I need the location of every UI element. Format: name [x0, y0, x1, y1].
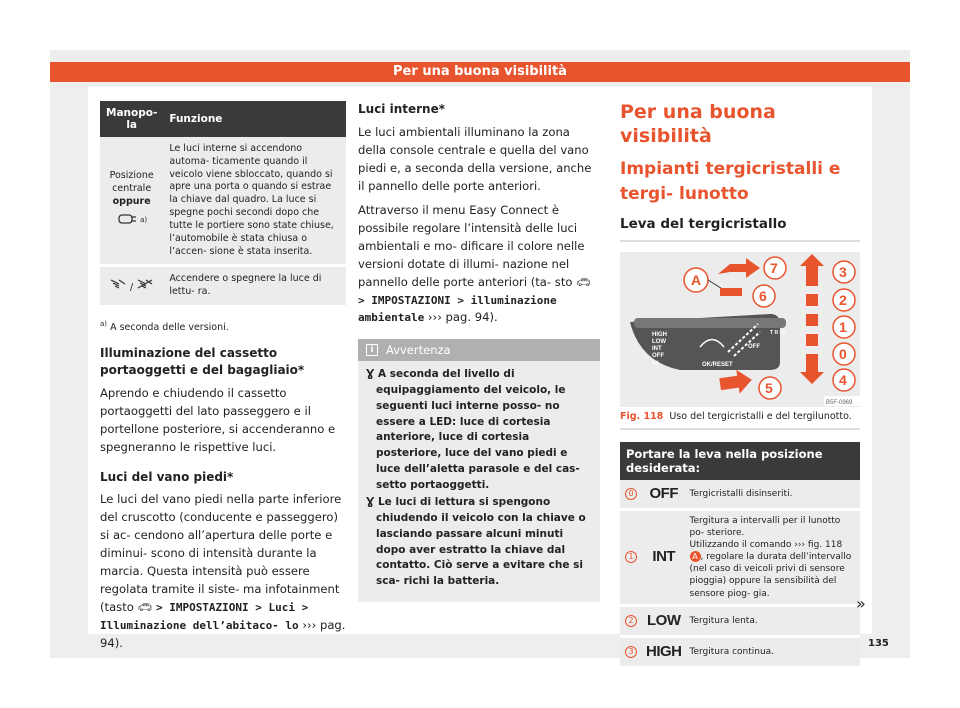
- footnote: [100, 320, 346, 333]
- figure-caption-text: Uso del tergicristalli e del tergilunotto.: [669, 410, 852, 422]
- row-number: 3: [625, 646, 637, 658]
- symbol-off: OFF: [642, 480, 686, 510]
- info-icon: i: [366, 344, 378, 356]
- footnote-marker: a): [140, 216, 148, 225]
- symbol-high: HIGH: [642, 636, 686, 667]
- table-cell-position: [100, 266, 163, 307]
- lever-trip-label: T R I P: [770, 329, 786, 336]
- lever-int-label: INT: [652, 345, 662, 352]
- callout-0: 0: [839, 345, 847, 362]
- column-2: [358, 101, 600, 602]
- warning-title: Avvertenza: [386, 343, 451, 358]
- callout-6: 6: [759, 287, 767, 304]
- bar-6: [720, 288, 742, 296]
- warning-item: Ɣ Le luci di lettura si spengono chiudendo il veicolo con la chiave o lasciando passare alcuni minuti dopo aver estratto la chiave dal contatto. Ciò serve a evitare che si sca- richi la batteria.: [366, 496, 586, 588]
- position-label: Posizione centrale: [109, 170, 154, 194]
- row-text: Tergitura a intervalli per il lunotto po- steriore. Utilizzando il comando ››› fig. 118: [689, 515, 843, 551]
- section-title: Impianti tergicristalli e tergi- lunotto: [620, 158, 841, 204]
- menu-path: > IMPOSTAZIONI > illuminazione ambientale: [358, 293, 557, 325]
- page-number: 135: [868, 638, 889, 649]
- warning-header: [358, 339, 600, 361]
- row-number-cell: [620, 636, 642, 667]
- row-description: [686, 509, 861, 605]
- heading-glovebox-lighting: Illuminazione del cassetto portaoggetti e del bagagliaio*: [100, 346, 305, 377]
- continue-chevron: »: [856, 594, 866, 613]
- running-header: Per una buona visibilità: [50, 62, 910, 82]
- footnote-mark: a): [100, 319, 108, 328]
- or-label: oppure: [112, 195, 151, 207]
- row-description: Tergicristalli disinseriti.: [686, 480, 861, 510]
- column-3: [620, 101, 860, 669]
- callout-1: 1: [839, 318, 847, 335]
- figure-number: Fig. 118: [620, 410, 664, 422]
- table-cell-function: Accendere o spegnere la luce di lettu- ra.: [163, 266, 346, 307]
- row-description: Tergitura lenta.: [686, 605, 861, 636]
- heading-footwell-lights: Luci del vano piedi*: [100, 469, 234, 484]
- callout-A: A: [691, 271, 702, 288]
- car-menu-icon: 🚗︎: [137, 600, 153, 615]
- light-switch-table: [100, 101, 346, 308]
- lever-off2-label: OFF: [748, 343, 760, 350]
- lever-high-label: HIGH: [652, 331, 667, 338]
- figure-caption: [620, 411, 860, 430]
- reading-light-icon: [109, 282, 127, 293]
- table-row: [100, 137, 346, 266]
- page-reference-link[interactable]: ››› pag. 94).: [427, 310, 498, 325]
- table-row: [620, 636, 860, 667]
- symbol-int: INT: [642, 509, 686, 605]
- heading-interior-lights: Luci interne*: [358, 102, 445, 116]
- chapter-title: Per una buona visibilità: [620, 101, 776, 147]
- row-number-cell: [620, 509, 642, 605]
- row-text-continued: , regolare la durata dell’intervallo (nel caso di veicoli privi di sensore pioggia) oppure la sensibilità del sensore piog- gia.: [689, 552, 852, 599]
- table-header-function: Funzione: [163, 101, 346, 137]
- car-menu-icon: 🚗︎: [576, 274, 591, 289]
- paragraph-ambient: Le luci ambientali illuminano la zona della console centrale e quella del vano piedi e, a seconda della versione, anche il pannello delle porte anteriori.: [358, 124, 592, 193]
- symbol-low: LOW: [642, 605, 686, 636]
- figure-code: B5F-0969: [826, 399, 853, 406]
- reading-light-off-icon: [136, 282, 154, 293]
- callout-4: 4: [839, 371, 847, 388]
- row-number-cell: [620, 605, 642, 636]
- page-reference-link[interactable]: ››› pag. 94).: [100, 618, 346, 651]
- lever-off-label: OFF: [652, 352, 664, 359]
- table-header-knob: Manopo- la: [100, 101, 163, 137]
- paragraph-glovebox: Aprendo e chiudendo il cassetto portaoggetti del lato passeggero e il portellone posteriore, si accenderanno e spegneranno le rispettive luci.: [100, 385, 336, 454]
- menu-path: > IMPOSTAZIONI > Luci > Illuminazione dell’abitaco- lo: [100, 601, 309, 633]
- table-cell-function: Le luci interne si accendono automa- ticamente quando il veicolo viene sbloccato, quando si apre una porta o quando si estrae la chiave dal quadro. La luce si spegne pochi secondi dopo che tutte le portiere sono state chiuse, l’automobile è stata chiusa o l’accen- sione è stata inserita.: [163, 137, 346, 266]
- column-1: [100, 101, 346, 653]
- footwell-text: Le luci del vano piedi nella parte inferiore del cruscotto (conducente e passeggero) si ac- cendono all’apertura delle porte e diminui- scono di intensità durante la marcia. Questa intensità può essere regolata tramite il siste- ma infotainment (tasto: [100, 492, 342, 615]
- step-1: [806, 314, 818, 326]
- wiper-positions-table: [620, 442, 860, 670]
- subsection-heading: Leva del tergicristallo: [620, 216, 860, 242]
- callout-7: 7: [770, 259, 778, 276]
- paragraph-footwell: [100, 491, 346, 653]
- warning-box: [358, 339, 600, 602]
- footnote-text: A seconda delle versioni.: [110, 322, 229, 334]
- callout-2: 2: [839, 291, 847, 308]
- step-2: [806, 294, 818, 306]
- table-row: [620, 480, 860, 510]
- badge-A: A: [690, 551, 701, 562]
- table-row: [620, 605, 860, 636]
- lever-okreset-label: OK/RESET: [702, 361, 733, 368]
- step-0: [806, 334, 818, 346]
- table-row: [100, 266, 346, 307]
- lever-low-label: LOW: [652, 338, 666, 345]
- door-light-icon: [106, 212, 157, 231]
- row-number: 0: [625, 488, 637, 500]
- row-number: 2: [625, 615, 637, 627]
- row-number-cell: [620, 480, 642, 510]
- table-row: [620, 509, 860, 605]
- slash-separator: /: [130, 281, 134, 293]
- paragraph-easy-connect: [358, 202, 600, 328]
- table-cell-position: [100, 137, 163, 266]
- wiper-lever-figure: [620, 252, 860, 407]
- easy-connect-text: Attraverso il menu Easy Connect è possibile regolare l’intensità delle luci ambientali e mo- dificare il colore nelle versioni dotate di illumi- nazione nel pannello delle porte anteriori (ta- sto: [358, 202, 585, 289]
- row-number: 1: [625, 551, 637, 563]
- callout-3: 3: [839, 263, 847, 280]
- warning-item: Ɣ A seconda del livello di equipaggiamento del veicolo, le seguenti luci interne posso- no essere a LED: luce di cortesia anteriore, luce di cortesia posteriore, luce del vano piedi e luce dell’aletta parasole e del cas- setto portaoggetti.: [366, 368, 580, 491]
- lever-1x-label: 1x: [652, 359, 659, 366]
- table-title: Portare la leva nella posizione desiderata:: [620, 442, 860, 480]
- warning-body: [358, 361, 600, 602]
- callout-5: 5: [765, 379, 773, 396]
- row-description: Tergitura continua.: [686, 636, 861, 667]
